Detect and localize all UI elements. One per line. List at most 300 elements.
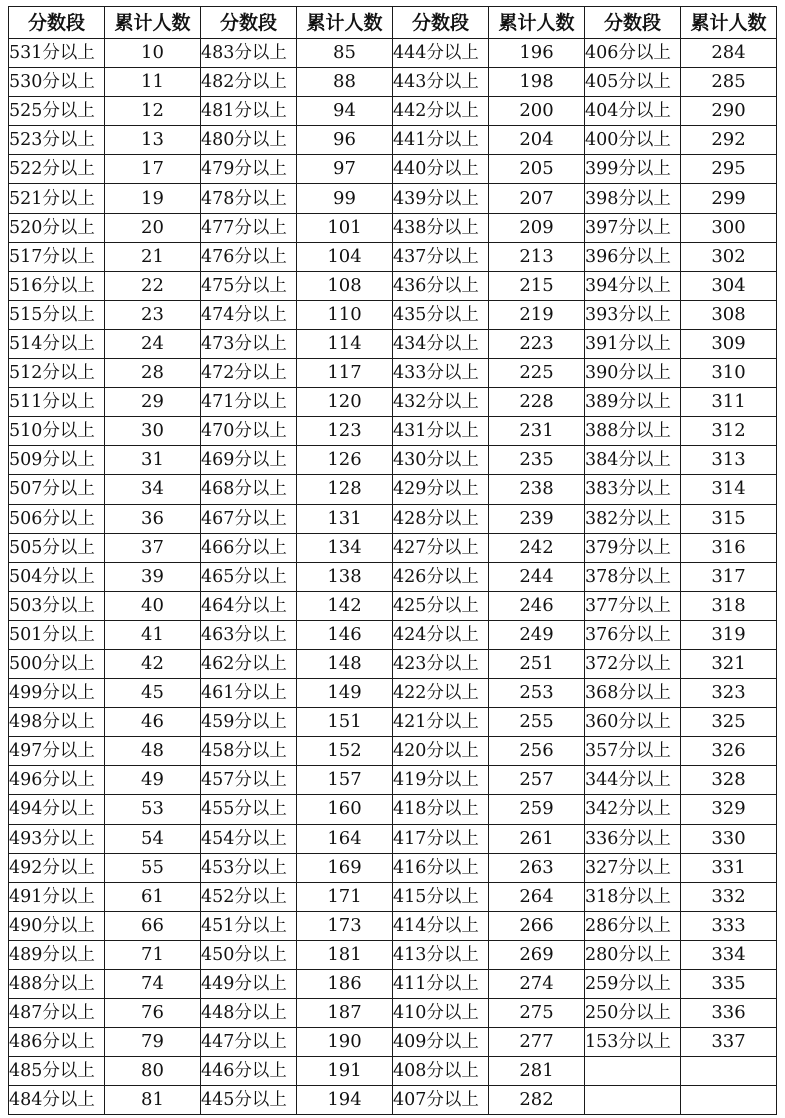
table-row <box>9 1028 777 1057</box>
cumulative-count-cell: 207 <box>489 184 585 213</box>
table-row <box>9 271 777 300</box>
cumulative-count-cell: 49 <box>105 766 201 795</box>
score-range-cell: 441分以上 <box>393 126 489 155</box>
score-range-cell: 465分以上 <box>201 562 297 591</box>
cumulative-count-cell: 12 <box>105 97 201 126</box>
cumulative-count-cell: 215 <box>489 271 585 300</box>
cumulative-count-cell: 312 <box>681 417 777 446</box>
score-range-cell: 448分以上 <box>201 999 297 1028</box>
table-row <box>9 242 777 271</box>
score-range-cell: 414分以上 <box>393 911 489 940</box>
score-range-cell: 470分以上 <box>201 417 297 446</box>
score-range-cell: 419分以上 <box>393 766 489 795</box>
score-range-cell: 372分以上 <box>585 649 681 678</box>
cumulative-count-cell: 74 <box>105 970 201 999</box>
score-range-cell: 458分以上 <box>201 737 297 766</box>
score-range-cell: 389分以上 <box>585 388 681 417</box>
score-range-cell: 360分以上 <box>585 708 681 737</box>
score-range-cell: 453分以上 <box>201 853 297 882</box>
cumulative-count-cell <box>681 1086 777 1115</box>
cumulative-count-cell: 131 <box>297 504 393 533</box>
score-range-cell: 501分以上 <box>9 620 105 649</box>
score-range-cell: 416分以上 <box>393 853 489 882</box>
cumulative-count-cell: 334 <box>681 940 777 969</box>
cumulative-count-cell: 29 <box>105 388 201 417</box>
table-row <box>9 679 777 708</box>
cumulative-count-cell: 148 <box>297 649 393 678</box>
score-range-cell: 344分以上 <box>585 766 681 795</box>
cumulative-count-cell: 97 <box>297 155 393 184</box>
cumulative-count-cell: 311 <box>681 388 777 417</box>
score-range-cell: 435分以上 <box>393 300 489 329</box>
cumulative-count-cell: 120 <box>297 388 393 417</box>
score-range-cell: 250分以上 <box>585 999 681 1028</box>
score-range-cell: 454分以上 <box>201 824 297 853</box>
score-range-cell: 506分以上 <box>9 504 105 533</box>
score-range-cell: 504分以上 <box>9 562 105 591</box>
cumulative-count-cell: 292 <box>681 126 777 155</box>
score-range-cell: 444分以上 <box>393 39 489 68</box>
table-row <box>9 1057 777 1086</box>
score-range-cell: 509分以上 <box>9 446 105 475</box>
cumulative-count-cell: 253 <box>489 679 585 708</box>
score-range-cell: 428分以上 <box>393 504 489 533</box>
score-range-cell: 476分以上 <box>201 242 297 271</box>
cumulative-count-cell: 128 <box>297 475 393 504</box>
cumulative-count-cell: 235 <box>489 446 585 475</box>
table-row <box>9 1086 777 1115</box>
table-row <box>9 300 777 329</box>
cumulative-count-cell: 152 <box>297 737 393 766</box>
cumulative-count-cell: 259 <box>489 795 585 824</box>
score-range-cell: 452分以上 <box>201 882 297 911</box>
score-range-cell: 431分以上 <box>393 417 489 446</box>
cumulative-count-cell: 219 <box>489 300 585 329</box>
score-range-cell: 512分以上 <box>9 359 105 388</box>
cumulative-count-cell: 274 <box>489 970 585 999</box>
table-row <box>9 999 777 1028</box>
score-range-cell: 469分以上 <box>201 446 297 475</box>
table-row <box>9 591 777 620</box>
score-range-cell <box>585 1057 681 1086</box>
score-range-cell: 411分以上 <box>393 970 489 999</box>
cumulative-count-cell: 317 <box>681 562 777 591</box>
table-row <box>9 359 777 388</box>
cumulative-count-cell: 313 <box>681 446 777 475</box>
score-range-cell: 462分以上 <box>201 649 297 678</box>
score-range-cell: 429分以上 <box>393 475 489 504</box>
score-range-cell: 459分以上 <box>201 708 297 737</box>
score-range-cell: 440分以上 <box>393 155 489 184</box>
cumulative-count-cell: 181 <box>297 940 393 969</box>
score-range-cell: 379分以上 <box>585 533 681 562</box>
table-row <box>9 184 777 213</box>
score-range-cell: 492分以上 <box>9 853 105 882</box>
cumulative-count-cell: 337 <box>681 1028 777 1057</box>
cumulative-count-cell: 319 <box>681 620 777 649</box>
score-range-cell: 523分以上 <box>9 126 105 155</box>
score-range-cell: 499分以上 <box>9 679 105 708</box>
table-row <box>9 329 777 358</box>
score-range-cell: 153分以上 <box>585 1028 681 1057</box>
cumulative-count-cell: 85 <box>297 39 393 68</box>
cumulative-count-cell: 149 <box>297 679 393 708</box>
table-row <box>9 417 777 446</box>
cumulative-count-cell: 42 <box>105 649 201 678</box>
header-score-range-2: 分数段 <box>201 7 297 39</box>
score-range-cell: 521分以上 <box>9 184 105 213</box>
table-row <box>9 533 777 562</box>
score-range-cell: 405分以上 <box>585 68 681 97</box>
cumulative-count-cell: 101 <box>297 213 393 242</box>
cumulative-count-cell: 323 <box>681 679 777 708</box>
score-range-cell: 489分以上 <box>9 940 105 969</box>
cumulative-count-cell: 71 <box>105 940 201 969</box>
cumulative-count-cell: 186 <box>297 970 393 999</box>
score-range-cell: 473分以上 <box>201 329 297 358</box>
score-range-cell: 434分以上 <box>393 329 489 358</box>
score-range-cell: 463分以上 <box>201 620 297 649</box>
score-range-cell: 474分以上 <box>201 300 297 329</box>
score-range-cell: 433分以上 <box>393 359 489 388</box>
cumulative-count-cell <box>681 1057 777 1086</box>
table-row <box>9 620 777 649</box>
score-range-cell: 475分以上 <box>201 271 297 300</box>
score-range-cell: 426分以上 <box>393 562 489 591</box>
score-range-cell: 500分以上 <box>9 649 105 678</box>
cumulative-count-cell: 255 <box>489 708 585 737</box>
score-range-cell: 450分以上 <box>201 940 297 969</box>
score-range-cell: 480分以上 <box>201 126 297 155</box>
cumulative-count-cell: 239 <box>489 504 585 533</box>
cumulative-count-cell: 146 <box>297 620 393 649</box>
cumulative-count-cell: 23 <box>105 300 201 329</box>
score-range-cell: 409分以上 <box>393 1028 489 1057</box>
table-row <box>9 446 777 475</box>
score-range-cell: 491分以上 <box>9 882 105 911</box>
table-row <box>9 737 777 766</box>
cumulative-count-cell: 213 <box>489 242 585 271</box>
header-row <box>9 7 777 39</box>
score-range-cell: 424分以上 <box>393 620 489 649</box>
cumulative-count-cell: 79 <box>105 1028 201 1057</box>
cumulative-count-cell: 194 <box>297 1086 393 1115</box>
cumulative-count-cell: 331 <box>681 853 777 882</box>
cumulative-count-cell: 66 <box>105 911 201 940</box>
cumulative-count-cell: 225 <box>489 359 585 388</box>
cumulative-count-cell: 117 <box>297 359 393 388</box>
score-range-cell: 418分以上 <box>393 795 489 824</box>
score-range-cell: 410分以上 <box>393 999 489 1028</box>
score-range-cell: 400分以上 <box>585 126 681 155</box>
header-score-range-4: 分数段 <box>585 7 681 39</box>
score-range-cell: 517分以上 <box>9 242 105 271</box>
cumulative-count-cell: 249 <box>489 620 585 649</box>
score-range-cell: 391分以上 <box>585 329 681 358</box>
score-range-cell: 525分以上 <box>9 97 105 126</box>
cumulative-count-cell: 134 <box>297 533 393 562</box>
score-range-cell: 497分以上 <box>9 737 105 766</box>
cumulative-count-cell: 198 <box>489 68 585 97</box>
score-range-cell: 259分以上 <box>585 970 681 999</box>
cumulative-count-cell: 99 <box>297 184 393 213</box>
score-range-cell: 420分以上 <box>393 737 489 766</box>
score-range-cell: 514分以上 <box>9 329 105 358</box>
table-row <box>9 766 777 795</box>
score-range-cell: 407分以上 <box>393 1086 489 1115</box>
score-range-cell: 368分以上 <box>585 679 681 708</box>
cumulative-count-cell: 329 <box>681 795 777 824</box>
score-range-cell: 336分以上 <box>585 824 681 853</box>
cumulative-count-cell: 126 <box>297 446 393 475</box>
cumulative-count-cell: 251 <box>489 649 585 678</box>
score-range-cell: 457分以上 <box>201 766 297 795</box>
score-range-cell: 406分以上 <box>585 39 681 68</box>
cumulative-count-cell: 28 <box>105 359 201 388</box>
score-range-cell: 427分以上 <box>393 533 489 562</box>
cumulative-count-cell: 108 <box>297 271 393 300</box>
score-range-cell: 384分以上 <box>585 446 681 475</box>
cumulative-count-cell: 94 <box>297 97 393 126</box>
score-range-cell: 399分以上 <box>585 155 681 184</box>
cumulative-count-cell: 231 <box>489 417 585 446</box>
score-range-cell: 486分以上 <box>9 1028 105 1057</box>
cumulative-count-cell: 187 <box>297 999 393 1028</box>
cumulative-count-cell: 104 <box>297 242 393 271</box>
cumulative-count-cell: 330 <box>681 824 777 853</box>
score-range-cell: 421分以上 <box>393 708 489 737</box>
score-range-cell: 505分以上 <box>9 533 105 562</box>
cumulative-count-cell: 333 <box>681 911 777 940</box>
cumulative-count-cell: 41 <box>105 620 201 649</box>
score-range-cell: 510分以上 <box>9 417 105 446</box>
score-range-cell: 494分以上 <box>9 795 105 824</box>
score-range-cell: 520分以上 <box>9 213 105 242</box>
cumulative-count-cell: 96 <box>297 126 393 155</box>
score-range-cell: 438分以上 <box>393 213 489 242</box>
score-range-cell: 397分以上 <box>585 213 681 242</box>
score-range-cell: 498分以上 <box>9 708 105 737</box>
cumulative-count-cell: 336 <box>681 999 777 1028</box>
cumulative-count-cell: 295 <box>681 155 777 184</box>
score-range-cell: 318分以上 <box>585 882 681 911</box>
cumulative-count-cell: 315 <box>681 504 777 533</box>
cumulative-count-cell: 160 <box>297 795 393 824</box>
table-row <box>9 649 777 678</box>
cumulative-count-cell: 13 <box>105 126 201 155</box>
score-range-cell: 423分以上 <box>393 649 489 678</box>
cumulative-count-cell: 244 <box>489 562 585 591</box>
cumulative-count-cell: 285 <box>681 68 777 97</box>
cumulative-count-cell: 40 <box>105 591 201 620</box>
cumulative-count-cell: 246 <box>489 591 585 620</box>
score-range-cell: 451分以上 <box>201 911 297 940</box>
score-range-cell: 483分以上 <box>201 39 297 68</box>
cumulative-count-cell: 200 <box>489 97 585 126</box>
score-range-cell: 425分以上 <box>393 591 489 620</box>
table-row <box>9 795 777 824</box>
cumulative-count-cell: 138 <box>297 562 393 591</box>
cumulative-count-cell: 20 <box>105 213 201 242</box>
cumulative-count-cell: 223 <box>489 329 585 358</box>
score-range-cell: 376分以上 <box>585 620 681 649</box>
cumulative-count-cell: 17 <box>105 155 201 184</box>
score-range-cell: 439分以上 <box>393 184 489 213</box>
table-row <box>9 882 777 911</box>
score-range-cell: 481分以上 <box>201 97 297 126</box>
header-score-range-3: 分数段 <box>393 7 489 39</box>
table-row <box>9 388 777 417</box>
table-row <box>9 970 777 999</box>
score-range-cell: 396分以上 <box>585 242 681 271</box>
score-range-cell: 455分以上 <box>201 795 297 824</box>
score-range-cell: 484分以上 <box>9 1086 105 1115</box>
cumulative-count-cell: 30 <box>105 417 201 446</box>
score-range-cell: 443分以上 <box>393 68 489 97</box>
score-range-cell: 447分以上 <box>201 1028 297 1057</box>
score-range-cell: 482分以上 <box>201 68 297 97</box>
cumulative-count-cell: 281 <box>489 1057 585 1086</box>
table-row <box>9 824 777 853</box>
score-distribution-table <box>8 6 777 1115</box>
score-range-cell: 496分以上 <box>9 766 105 795</box>
cumulative-count-cell: 191 <box>297 1057 393 1086</box>
score-range-cell: 446分以上 <box>201 1057 297 1086</box>
score-range-cell: 467分以上 <box>201 504 297 533</box>
cumulative-count-cell: 169 <box>297 853 393 882</box>
score-range-cell: 442分以上 <box>393 97 489 126</box>
table-row <box>9 562 777 591</box>
score-range-cell: 415分以上 <box>393 882 489 911</box>
header-cumulative-count-4: 累计人数 <box>681 7 777 39</box>
table-row <box>9 853 777 882</box>
cumulative-count-cell: 256 <box>489 737 585 766</box>
score-range-cell: 472分以上 <box>201 359 297 388</box>
table-row <box>9 475 777 504</box>
score-range-cell: 511分以上 <box>9 388 105 417</box>
cumulative-count-cell: 34 <box>105 475 201 504</box>
table-row <box>9 940 777 969</box>
score-range-cell: 436分以上 <box>393 271 489 300</box>
cumulative-count-cell: 46 <box>105 708 201 737</box>
cumulative-count-cell: 318 <box>681 591 777 620</box>
cumulative-count-cell: 45 <box>105 679 201 708</box>
score-range-cell: 280分以上 <box>585 940 681 969</box>
score-range-cell: 471分以上 <box>201 388 297 417</box>
table-row <box>9 504 777 533</box>
cumulative-count-cell: 335 <box>681 970 777 999</box>
cumulative-count-cell: 310 <box>681 359 777 388</box>
cumulative-count-cell: 88 <box>297 68 393 97</box>
score-range-cell: 449分以上 <box>201 970 297 999</box>
score-range-cell: 479分以上 <box>201 155 297 184</box>
cumulative-count-cell: 53 <box>105 795 201 824</box>
cumulative-count-cell: 114 <box>297 329 393 358</box>
cumulative-count-cell: 209 <box>489 213 585 242</box>
cumulative-count-cell: 164 <box>297 824 393 853</box>
score-range-cell: 445分以上 <box>201 1086 297 1115</box>
cumulative-count-cell: 290 <box>681 97 777 126</box>
cumulative-count-cell: 325 <box>681 708 777 737</box>
score-range-cell: 388分以上 <box>585 417 681 446</box>
cumulative-count-cell: 264 <box>489 882 585 911</box>
table-row <box>9 708 777 737</box>
cumulative-count-cell: 269 <box>489 940 585 969</box>
score-range-cell: 485分以上 <box>9 1057 105 1086</box>
cumulative-count-cell: 19 <box>105 184 201 213</box>
cumulative-count-cell: 196 <box>489 39 585 68</box>
score-range-cell: 342分以上 <box>585 795 681 824</box>
cumulative-count-cell: 11 <box>105 68 201 97</box>
table-row <box>9 911 777 940</box>
cumulative-count-cell: 21 <box>105 242 201 271</box>
cumulative-count-cell: 228 <box>489 388 585 417</box>
table-row <box>9 213 777 242</box>
cumulative-count-cell: 316 <box>681 533 777 562</box>
cumulative-count-cell: 304 <box>681 271 777 300</box>
score-range-cell: 382分以上 <box>585 504 681 533</box>
cumulative-count-cell: 205 <box>489 155 585 184</box>
cumulative-count-cell: 284 <box>681 39 777 68</box>
score-range-cell: 432分以上 <box>393 388 489 417</box>
cumulative-count-cell: 36 <box>105 504 201 533</box>
score-range-cell: 468分以上 <box>201 475 297 504</box>
score-range-cell: 437分以上 <box>393 242 489 271</box>
cumulative-count-cell: 31 <box>105 446 201 475</box>
score-range-cell: 461分以上 <box>201 679 297 708</box>
score-range-cell: 390分以上 <box>585 359 681 388</box>
cumulative-count-cell: 61 <box>105 882 201 911</box>
header-cumulative-count-1: 累计人数 <box>105 7 201 39</box>
cumulative-count-cell: 328 <box>681 766 777 795</box>
cumulative-count-cell: 123 <box>297 417 393 446</box>
cumulative-count-cell: 10 <box>105 39 201 68</box>
cumulative-count-cell: 55 <box>105 853 201 882</box>
cumulative-count-cell: 157 <box>297 766 393 795</box>
cumulative-count-cell: 263 <box>489 853 585 882</box>
score-range-cell: 516分以上 <box>9 271 105 300</box>
cumulative-count-cell: 142 <box>297 591 393 620</box>
cumulative-count-cell: 151 <box>297 708 393 737</box>
cumulative-count-cell: 204 <box>489 126 585 155</box>
score-range-cell: 378分以上 <box>585 562 681 591</box>
cumulative-count-cell: 299 <box>681 184 777 213</box>
score-range-cell: 393分以上 <box>585 300 681 329</box>
cumulative-count-cell: 261 <box>489 824 585 853</box>
score-range-cell: 430分以上 <box>393 446 489 475</box>
cumulative-count-cell: 48 <box>105 737 201 766</box>
cumulative-count-cell: 76 <box>105 999 201 1028</box>
score-range-cell: 422分以上 <box>393 679 489 708</box>
score-range-cell: 522分以上 <box>9 155 105 184</box>
cumulative-count-cell: 22 <box>105 271 201 300</box>
score-range-cell: 413分以上 <box>393 940 489 969</box>
cumulative-count-cell: 39 <box>105 562 201 591</box>
score-range-cell: 464分以上 <box>201 591 297 620</box>
score-range-cell: 478分以上 <box>201 184 297 213</box>
score-range-cell: 515分以上 <box>9 300 105 329</box>
score-range-cell: 503分以上 <box>9 591 105 620</box>
score-range-cell: 477分以上 <box>201 213 297 242</box>
cumulative-count-cell: 238 <box>489 475 585 504</box>
header-cumulative-count-3: 累计人数 <box>489 7 585 39</box>
table-row <box>9 126 777 155</box>
cumulative-count-cell: 300 <box>681 213 777 242</box>
score-range-cell: 531分以上 <box>9 39 105 68</box>
cumulative-count-cell: 80 <box>105 1057 201 1086</box>
score-range-cell: 530分以上 <box>9 68 105 97</box>
score-range-cell: 488分以上 <box>9 970 105 999</box>
